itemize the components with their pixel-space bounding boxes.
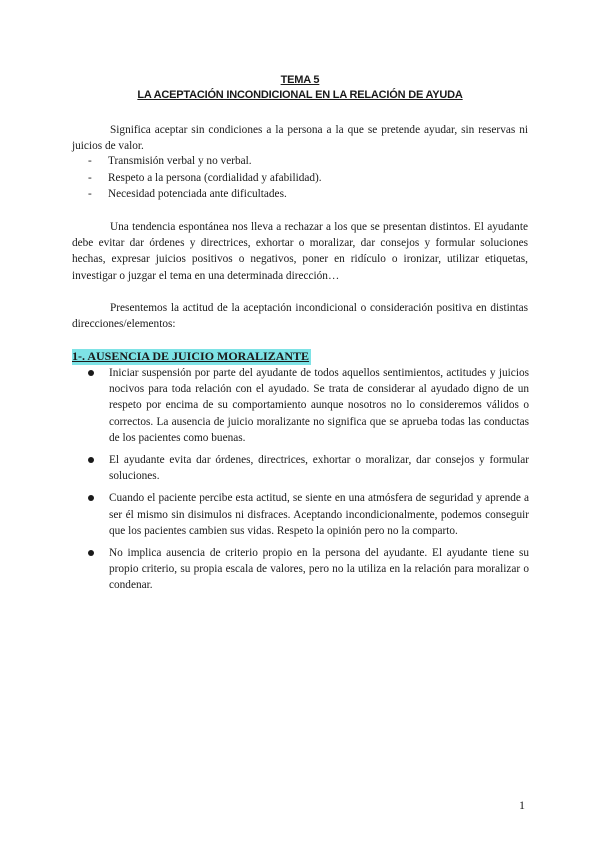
dash-list-item	[88, 186, 322, 203]
dash-item-text: Respeto a la persona (cordialidad y afabilidad).	[108, 171, 322, 184]
dash-marker: -	[88, 171, 92, 184]
bullet-dot-icon	[88, 495, 94, 501]
bullet-dot-icon	[88, 370, 94, 376]
tendency-paragraph: Una tendencia espontánea nos lleva a rechazar a los que se presentan distintos. El ayudante debe evitar dar órdenes y directrices, exhortar o moralizar, dar consejos y formular soluciones hechas, expresar juicios positivos o negativos, poner en ridículo o ironizar, utilizar etiquetas, investigar o juzgar el tema en una determinada dirección…	[72, 221, 528, 282]
bullet-text: El ayudante evita dar órdenes, directrices, exhortar o moralizar, dar consejos y formular soluciones.	[109, 454, 529, 483]
page-number: 1	[519, 798, 525, 812]
bullet-item	[109, 545, 529, 594]
section-title-absence-of-judgment: 1-. AUSENCIA DE JUICIO MORALIZANTE	[72, 349, 310, 363]
bullet-item	[109, 490, 529, 539]
dash-marker: -	[88, 188, 92, 200]
bullet-item	[109, 452, 529, 484]
bullet-item	[109, 365, 529, 446]
dash-list-item	[88, 170, 322, 187]
bullet-dot-icon	[88, 550, 94, 556]
dash-list	[88, 153, 322, 203]
dash-item-text: Transmisión verbal y no verbal.	[108, 155, 252, 167]
bullet-text: Iniciar suspensión por parte del ayudante de todos aquellos sentimientos, actitudes y juicios nocivos para toda relación con el ayudado. Se trata de considerar al ayudado digno de un respeto por encima de su comportamiento aunque nosotros no lo consideremos válidos o correctos. La ausencia de juicio moralizante no significa que se aprueba todas las conductas de los pacientes como buenas.	[109, 367, 529, 444]
dash-item-text: Necesidad potenciada ante dificultades.	[108, 188, 287, 200]
topic-number: TEMA 5	[280, 74, 320, 86]
document-title: LA ACEPTACIÓN INCONDICIONAL EN LA RELACIÓN DE AYUDA	[137, 89, 463, 101]
bullet-dot-icon	[88, 457, 94, 463]
intro-paragraph: Significa aceptar sin condiciones a la persona a la que se pretende ayudar, sin reservas ni juicios de valor.	[72, 124, 528, 153]
elements-paragraph: Presentemos la actitud de la aceptación incondicional o consideración positiva en distintas direcciones/elementos:	[72, 302, 528, 331]
bullet-text: No implica ausencia de criterio propio en la persona del ayudante. El ayudante tiene su propio criterio, su propia escala de valores, pero no la utiliza en la relación para moralizar o condenar.	[109, 547, 529, 592]
dash-marker: -	[88, 155, 92, 167]
bullet-text: Cuando el paciente percibe esta actitud, se siente en una atmósfera de seguridad y aprende a ser él mismo sin disimulos ni disfraces. Aceptando incondicionalmente, podemos conseguir que los pacientes cambien sus vidas. Respeto la opinión pero no la comparto.	[109, 492, 529, 537]
dash-list-item	[88, 153, 322, 170]
section1-bullet-list	[109, 365, 529, 600]
